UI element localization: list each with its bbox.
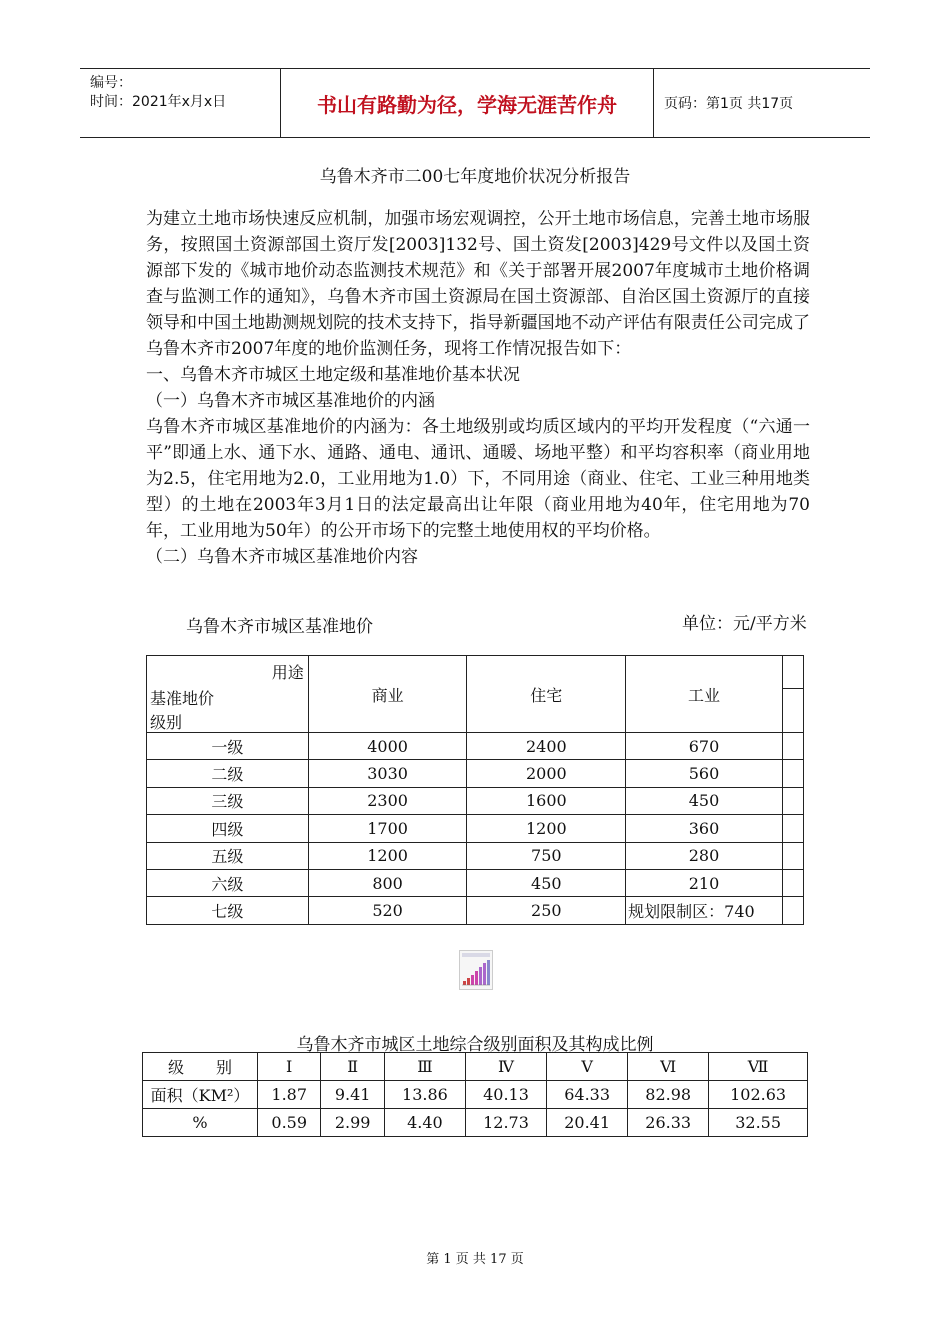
document-body [146,206,810,570]
percent-cell: 32.55 [709,1109,808,1137]
level-header-cell: Ⅰ [258,1053,321,1081]
industrial-cell: 450 [626,787,783,814]
industrial-cell: 280 [626,842,783,869]
area-cell: 9.41 [321,1081,384,1109]
table-row [147,897,804,924]
corner-label-use: 用途 [271,663,304,682]
column-header: 住宅 [467,656,626,733]
commercial-cell: 2300 [308,787,467,814]
empty-cell [782,733,803,760]
row-header-cell: 级 别 [143,1053,258,1081]
commercial-cell: 1200 [308,842,467,869]
residential-cell: 750 [467,842,626,869]
residential-cell: 1600 [467,787,626,814]
level-header-cell: Ⅳ [465,1053,546,1081]
level-cell: 三级 [147,787,309,814]
table-header-row [143,1053,808,1081]
area-cell: 82.98 [628,1081,709,1109]
header-meta [80,69,281,137]
level-cell: 四级 [147,815,309,842]
empty-cell [782,787,803,814]
row-header-cell: % [143,1109,258,1137]
table-row [143,1081,808,1109]
percent-cell: 20.41 [547,1109,628,1137]
empty-cell [782,842,803,869]
level-header-cell: Ⅲ [384,1053,465,1081]
table-row [147,815,804,842]
commercial-cell: 4000 [308,733,467,760]
table-row [147,733,804,760]
empty-cell [782,815,803,842]
industrial-cell: 670 [626,733,783,760]
land-level-area-table [142,1052,808,1137]
page-header [80,68,870,138]
corner-label-level: 级别 [150,713,183,732]
table1-unit: 单位：元/平方米 [682,614,807,634]
empty-cell [782,869,803,896]
area-cell: 102.63 [709,1081,808,1109]
commercial-cell: 800 [308,869,467,896]
column-header: 商业 [308,656,467,733]
table2-caption: 乌鲁木齐市城区土地综合级别面积及其构成比例 [296,1035,654,1055]
header-motto: 书山有路勤为径，学海无涯苦作舟 [281,69,654,137]
page-footer: 第 1 页 共 17 页 [426,1252,524,1267]
area-cell: 64.33 [547,1081,628,1109]
table-row [147,787,804,814]
residential-cell: 450 [467,869,626,896]
residential-cell: 2000 [467,760,626,787]
level-cell: 六级 [147,869,309,896]
table-row [147,869,804,896]
table-row [147,842,804,869]
level-cell: 五级 [147,842,309,869]
table-row [147,760,804,787]
document-title: 乌鲁木齐市二00七年度地价状况分析报告 [319,167,631,187]
commercial-cell: 1700 [308,815,467,842]
level-cell: 二级 [147,760,309,787]
intro-paragraph: 为建立土地市场快速反应机制，加强市场宏观调控，公开土地市场信息，完善土地市场服务，按照国土资源部国土资厅发[2003]132号、国土资发[2003]429号文件以及国土资源部下发的《城市地价动态监测技术规范》和《关于部署开展2007年度城市土地价格调查与监测工作的通知》，乌鲁木齐市国土资源局在国土资源部、自治区国土资源厅的直接领导和中国土地勘测规划院的技术支持下，指导新疆国地不动产评估有限责任公司完成了乌鲁木齐市2007年度的地价监测任务，现将工作情况报告如下： [146,209,810,359]
table-corner-cell [147,656,309,733]
subsection-heading-1-1: （一）乌鲁木齐市城区基准地价的内涵 [146,391,435,411]
row-header-cell: 面积（KM²） [143,1081,258,1109]
industrial-cell: 360 [626,815,783,842]
level-header-cell: Ⅴ [547,1053,628,1081]
table-header-row [147,656,804,733]
corner-label-price: 基准地价 [150,689,215,708]
number-label: 编号： [90,75,132,91]
empty-cell [782,760,803,787]
industrial-cell: 规划限制区：740 [626,897,783,924]
percent-cell: 0.59 [258,1109,321,1137]
residential-cell: 2400 [467,733,626,760]
commercial-cell: 520 [308,897,467,924]
percent-cell: 12.73 [465,1109,546,1137]
base-land-price-table [146,655,804,925]
area-cell: 40.13 [465,1081,546,1109]
percent-cell: 26.33 [628,1109,709,1137]
column-header: 工业 [626,656,783,733]
area-cell: 1.87 [258,1081,321,1109]
level-header-cell: Ⅱ [321,1053,384,1081]
percent-cell: 2.99 [321,1109,384,1137]
level-header-cell: Ⅶ [709,1053,808,1081]
section-heading-1: 一、乌鲁木齐市城区土地定级和基准地价基本状况 [146,365,520,385]
subsection-heading-1-2: （二）乌鲁木齐市城区基准地价内容 [146,547,418,567]
residential-cell: 1200 [467,815,626,842]
percent-cell: 4.40 [384,1109,465,1137]
table1-caption: 乌鲁木齐市城区基准地价 [186,617,373,637]
industrial-cell: 210 [626,869,783,896]
industrial-cell: 560 [626,760,783,787]
area-cell: 13.86 [384,1081,465,1109]
commercial-cell: 3030 [308,760,467,787]
embedded-chart-thumbnail [459,950,493,990]
empty-subcell [783,656,803,689]
empty-column-cell [782,656,803,733]
level-cell: 一级 [147,733,309,760]
residential-cell: 250 [467,897,626,924]
time-label: 时间：2021年x月x日 [90,94,227,110]
connotation-paragraph: 乌鲁木齐市城区基准地价的内涵为：各土地级别或均质区域内的平均开发程度（“六通一平”即通上水、通下水、通路、通电、通讯、通暖、场地平整）和平均容积率（商业用地为2.5，住宅用地为2.0，工业用地为1.0）下，不同用途（商业、住宅、工业三种用地类型）的土地在2003年3月1日的法定最高出让年限（商业用地为40年，住宅用地为70年，工业用地为50年）的公开市场下的完整土地使用权的平均价格。 [146,417,810,541]
header-page-info: 页码：第1页 共17页 [664,96,794,112]
chart-thumbnail-icon [460,951,492,989]
table-row [143,1109,808,1137]
empty-cell [782,897,803,924]
level-header-cell: Ⅵ [628,1053,709,1081]
level-cell: 七级 [147,897,309,924]
